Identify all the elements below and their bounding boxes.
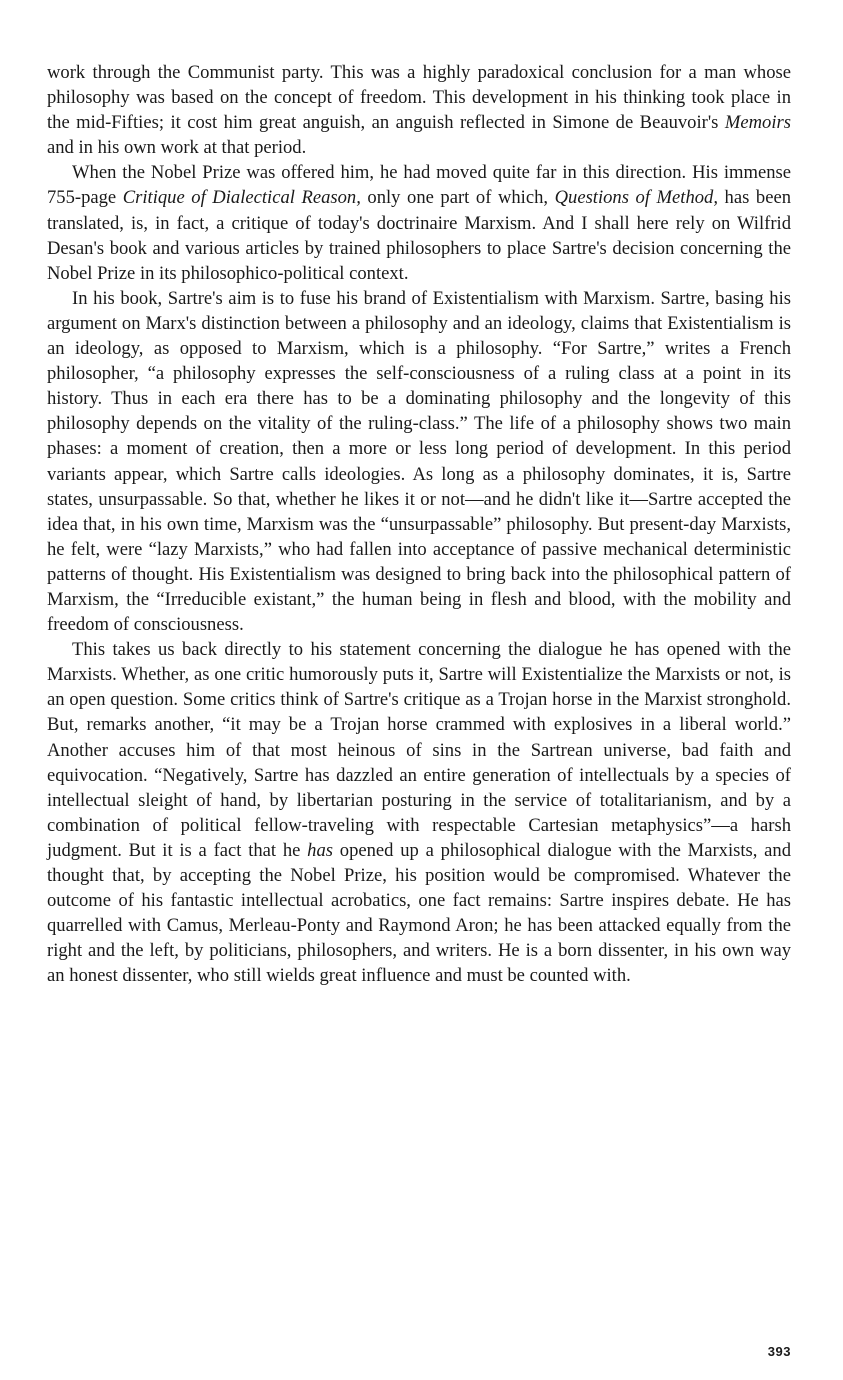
page-number: 393	[767, 1344, 791, 1359]
paragraph-4-text-2: opened up a philosophical dialogue with the Marxists, and thought that, by accepting the Nobel Prize, his position would be compromised. Whatever the outcome of his fantastic intellectual acrobatics, one fact remains: Sartre inspires debate. He has quarrelled with Camus, Merleau-Ponty and Raymond Aron; he has been attacked equally from the right and the left, by politicians, philosophers, and writers. He is a born dissenter, in his own way an honest dissenter, who still wields great influence and must be counted with.	[47, 839, 792, 987]
paragraph-2-italic-questions: Questions of Method,	[554, 187, 718, 209]
paragraph-2-text-1: When the Nobel Prize was offered him, he had moved quite far in this direction. His immense 755-page	[47, 162, 791, 209]
paragraph-2-text-3: has been translated, is, in fact, a critique of today's doctrinaire Marxism. And I shall here rely on Wilfrid Desan's book and various articles by trained philosophers to place Sartre's decision concerning the Nobel Prize in its philosophico-political context.	[47, 187, 791, 284]
paragraph-4-text-1: This takes us back directly to his statement concerning the dialogue he has opened with the Marxists. Whether, as one critic humorously puts it, Sartre will Existentialize the Marxists or not, is an open question. Some critics think of Sartre's critique as a Trojan horse in the Marxist stronghold. But, remarks another, “it may be a Trojan horse crammed with explosives in a liberal world.” Another accuses him of that most heinous of sins in the Sartrean universe, bad faith and equivocation. “Negatively, Sartre has dazzled an entire generation of intellectuals by a species of intellectual sleight of hand, by libertarian posturing in the service of totalitarianism, and by a combination of political fellow-traveling with respectable Cartesian metaphysics”—a harsh judgment. But it is a fact that he	[47, 639, 791, 861]
paragraph-2	[47, 160, 791, 285]
paragraph-2-italic-critique: Critique of Dialectical Reason,	[122, 187, 361, 209]
page-body	[47, 60, 791, 988]
paragraph-3-text-1: In his book, Sartre's aim is to fuse his brand of Existentialism with Marxism. Sartre, basing his argument on Marx's distinction between a philosophy and an ideology, claims that Existentialism is an ideology, as opposed to Marxism, which is a philosophy. “For Sartre,” writes a French philosopher, “a philosophy expresses the self-consciousness of a ruling class at a point in its history. Thus in each era there has to be a dominating philosophy and the longevity of this philosophy depends on the vitality of the ruling-class.” The life of a philosophy shows two main phases: a moment of creation, then a more or less long period of development. In this period variants appear, which Sartre calls ideologies. As long as a philosophy dominates, it is, Sartre states, unsurpassable. So that, whether he likes it or not—and he didn't like it—Sartre accepted the idea that, in his own time, Marxism was the “unsurpassable” philosophy. But present-day Marxists, he felt, were “lazy Marxists,” who had fallen into acceptance of passive mechanical deterministic patterns of thought. His Existentialism was designed to bring back into the philosophical pattern of Marxism, the “Irreducible existant,” the human being in flesh and blood, with the mobility and freedom of consciousness.	[47, 287, 791, 636]
paragraph-1-italic-memoirs: Memoirs	[724, 112, 791, 134]
paragraph-2-text-2: only one part of which,	[360, 187, 555, 209]
paragraph-1-text-1: work through the Communist party. This was a highly paradoxical conclusion for a man whose philosophy was based on the concept of freedom. This development in his thinking took place in the mid-Fifties; it cost him great anguish, an anguish reflected in Simone de Beauvoir's	[47, 62, 791, 134]
paragraph-3	[47, 286, 791, 637]
paragraph-4	[47, 637, 791, 988]
paragraph-4-italic-has: has	[307, 839, 334, 861]
paragraph-1-text-2: and in his own work at that period.	[47, 137, 307, 159]
paragraph-1	[47, 60, 791, 160]
